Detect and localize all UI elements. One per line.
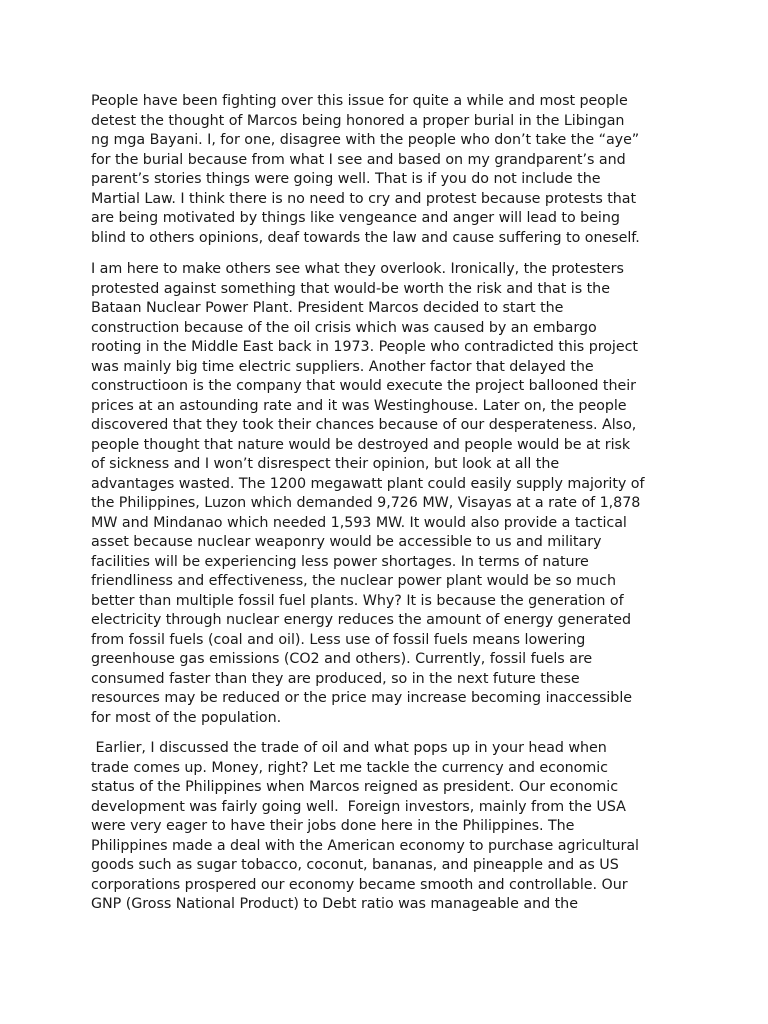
text-line: Martial Law. I think there is no need to cry and protest because protests that — [91, 190, 637, 207]
paragraph-1 — [91, 92, 683, 248]
text-line: protested against something that would-be worth the risk and that is the — [91, 280, 610, 297]
text-line: MW and Mindanao which needed 1,593 MW. It would also provide a tactical — [91, 514, 627, 531]
text-line: consumed faster than they are produced, so in the next future these — [91, 670, 580, 687]
text-line: the Philippines, Luzon which demanded 9,726 MW, Visayas at a rate of 1,878 — [91, 495, 641, 511]
text-line: electricity through nuclear energy reduces the amount of energy generated — [91, 612, 632, 628]
text-line: was mainly big time electric suppliers. Another factor that delayed the — [91, 358, 594, 375]
text-line: Bataan Nuclear Power Plant. President Marcos decided to start the — [91, 300, 564, 316]
text-line: facilities will be experiencing less power shortages. In terms of nature — [91, 553, 589, 570]
text-line: Earlier, I discussed the trade of oil and what pops up in your head when — [91, 740, 607, 756]
text-line: status of the Philippines when Marcos reigned as president. Our economic — [91, 779, 619, 795]
text-line: asset because nuclear weaponry would be accessible to us and military — [91, 534, 602, 550]
text-line: People have been fighting over this issue for quite a while and most people — [91, 93, 628, 109]
text-line: for most of the population. — [91, 709, 282, 726]
paragraph-2 — [91, 260, 683, 728]
text-line: goods such as sugar tobacco, coconut, bananas, and pineapple and as US — [91, 857, 619, 873]
text-line: construction because of the oil crisis which was caused by an embargo — [91, 319, 597, 336]
text-line: constructioon is the company that would execute the project ballooned their — [91, 378, 636, 394]
text-line: friendliness and effectiveness, the nuclear power plant would be so much — [91, 573, 616, 589]
text-line: are being motivated by things like vengeance and anger will lead to being — [91, 210, 620, 226]
text-line: detest the thought of Marcos being honored a proper burial in the Libingan — [91, 112, 625, 129]
text-line: were very eager to have their jobs done here in the Philippines. The — [91, 818, 575, 834]
text-line: discovered that they took their chances because of our desperateness. Also, — [91, 417, 637, 433]
text-line: rooting in the Middle East back in 1973. People who contradicted this project — [91, 339, 638, 355]
text-line: GNP (Gross National Product) to Debt ratio was manageable and the — [91, 896, 578, 912]
text-line: better than multiple fossil fuel plants. Why? It is because the generation of — [91, 592, 624, 609]
text-line: trade comes up. Money, right? Let me tackle the currency and economic — [91, 759, 608, 776]
text-line: prices at an astounding rate and it was Westinghouse. Later on, the people — [91, 397, 627, 414]
text-line: development was fairly going well. Foreign investors, mainly from the USA — [91, 798, 626, 815]
paragraph-3 — [91, 739, 683, 915]
text-line: people thought that nature would be destroyed and people would be at risk — [91, 436, 631, 453]
text-line: Philippines made a deal with the American economy to purchase agricultural — [91, 837, 639, 854]
text-line: advantages wasted. The 1200 megawatt plant could easily supply majority of — [91, 475, 645, 492]
text-line: from fossil fuels (coal and oil). Less use of fossil fuels means lowering — [91, 631, 586, 648]
text-line: greenhouse gas emissions (CO2 and others). Currently, fossil fuels are — [91, 651, 593, 667]
text-line: blind to others opinions, deaf towards the law and cause suffering to oneself. — [91, 229, 640, 246]
text-line: of sickness and I won’t disrespect their opinion, but look at all the — [91, 456, 560, 472]
text-line: I am here to make others see what they overlook. Ironically, the protesters — [91, 261, 624, 277]
text-line: for the burial because from what I see and based on my grandparent’s and — [91, 151, 626, 168]
text-line: parent’s stories things were going well. That is if you do not include the — [91, 171, 601, 187]
text-line: corporations prospered our economy became smooth and controllable. Our — [91, 876, 628, 893]
text-line: resources may be reduced or the price may increase becoming inaccessible — [91, 690, 632, 706]
text-line: ng mga Bayani. I, for one, disagree with the people who don’t take the “aye” — [91, 132, 640, 148]
